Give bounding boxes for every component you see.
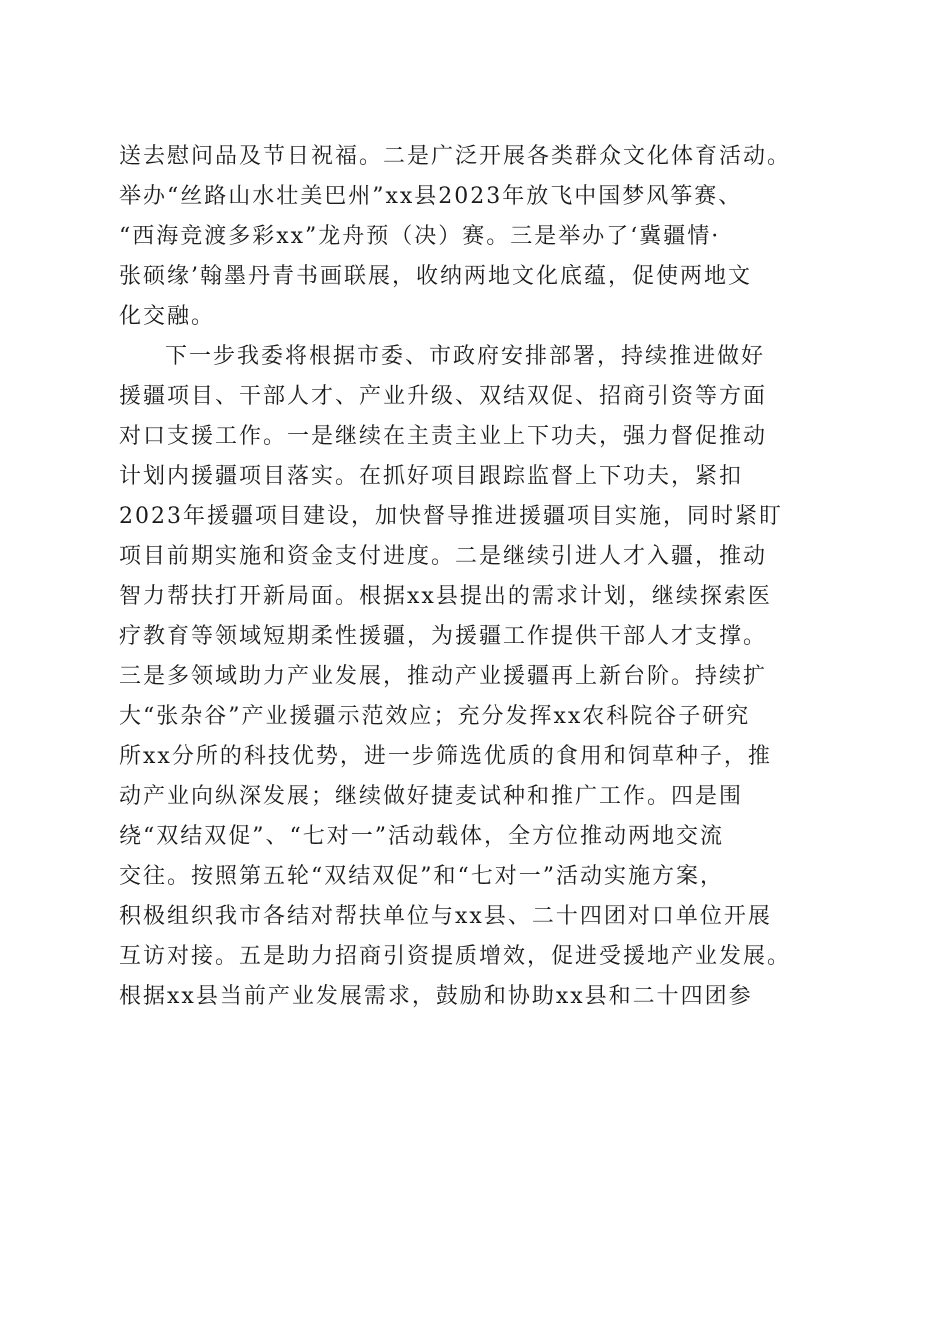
text-line: 援疆项目、干部人才、产业升级、双结双促、招商引资等方面 bbox=[119, 384, 768, 409]
paragraph-first-line: 下一步我委将根据市委、市政府安排部署，持续推进做好 bbox=[165, 344, 766, 369]
text-line: 举办“丝路山水壮美巴州”xx县2023年放飞中国梦风筝赛、 bbox=[119, 184, 743, 209]
text-line: 交往。按照第五轮“双结双促”和“七对一”活动实施方案， bbox=[119, 864, 724, 889]
text-line: 根据xx县当前产业发展需求，鼓励和协助xx县和二十四团参 bbox=[119, 984, 753, 1009]
text-line: 送去慰问品及节日祝福。二是广泛开展各类群众文化体育活动。 bbox=[119, 144, 792, 169]
text-line: 动产业向纵深发展；继续做好捷麦试种和推广工作。四是围 bbox=[119, 784, 744, 809]
text-line: 三是多领域助力产业发展，推动产业援疆再上新台阶。持续扩 bbox=[119, 664, 768, 689]
text-line: 互访对接。五是助力招商引资提质增效，促进受援地产业发展。 bbox=[119, 944, 792, 969]
text-line: 智力帮扶打开新局面。根据xx县提出的需求计划，继续探索医 bbox=[119, 584, 772, 609]
text-line: 疗教育等领域短期柔性援疆，为援疆工作提供干部人才支撑。 bbox=[119, 624, 768, 649]
text-line: 张硕缘’翰墨丹青书画联展，收纳两地文化底蕴，促使两地文 bbox=[119, 264, 752, 289]
text-line: 对口支援工作。一是继续在主责主业上下功夫，强力督促推动 bbox=[119, 424, 768, 449]
text-line: 大“张杂谷”产业援疆示范效应；充分发挥xx农科院谷子研究 bbox=[119, 704, 751, 729]
document-body bbox=[119, 137, 864, 1017]
text-line: “西海竞渡多彩xx”龙舟预（决）赛。三是举办了‘冀疆情· bbox=[119, 224, 721, 249]
text-line: 2023年援疆项目建设，加快督导推进援疆项目实施，同时紧盯 bbox=[119, 504, 783, 529]
text-line: 绕“双结双促”、“七对一”活动载体，全方位推动两地交流 bbox=[119, 824, 724, 849]
text-line: 所xx分所的科技优势，进一步筛选优质的食用和饲草种子，推 bbox=[119, 744, 772, 769]
text-line: 积极组织我市各结对帮扶单位与xx县、二十四团对口单位开展 bbox=[119, 904, 772, 929]
text-line: 项目前期实施和资金支付进度。二是继续引进人才入疆，推动 bbox=[119, 544, 768, 569]
text-line: 计划内援疆项目落实。在抓好项目跟踪监督上下功夫，紧扣 bbox=[119, 464, 744, 489]
text-line: 化交融。 bbox=[119, 304, 216, 329]
